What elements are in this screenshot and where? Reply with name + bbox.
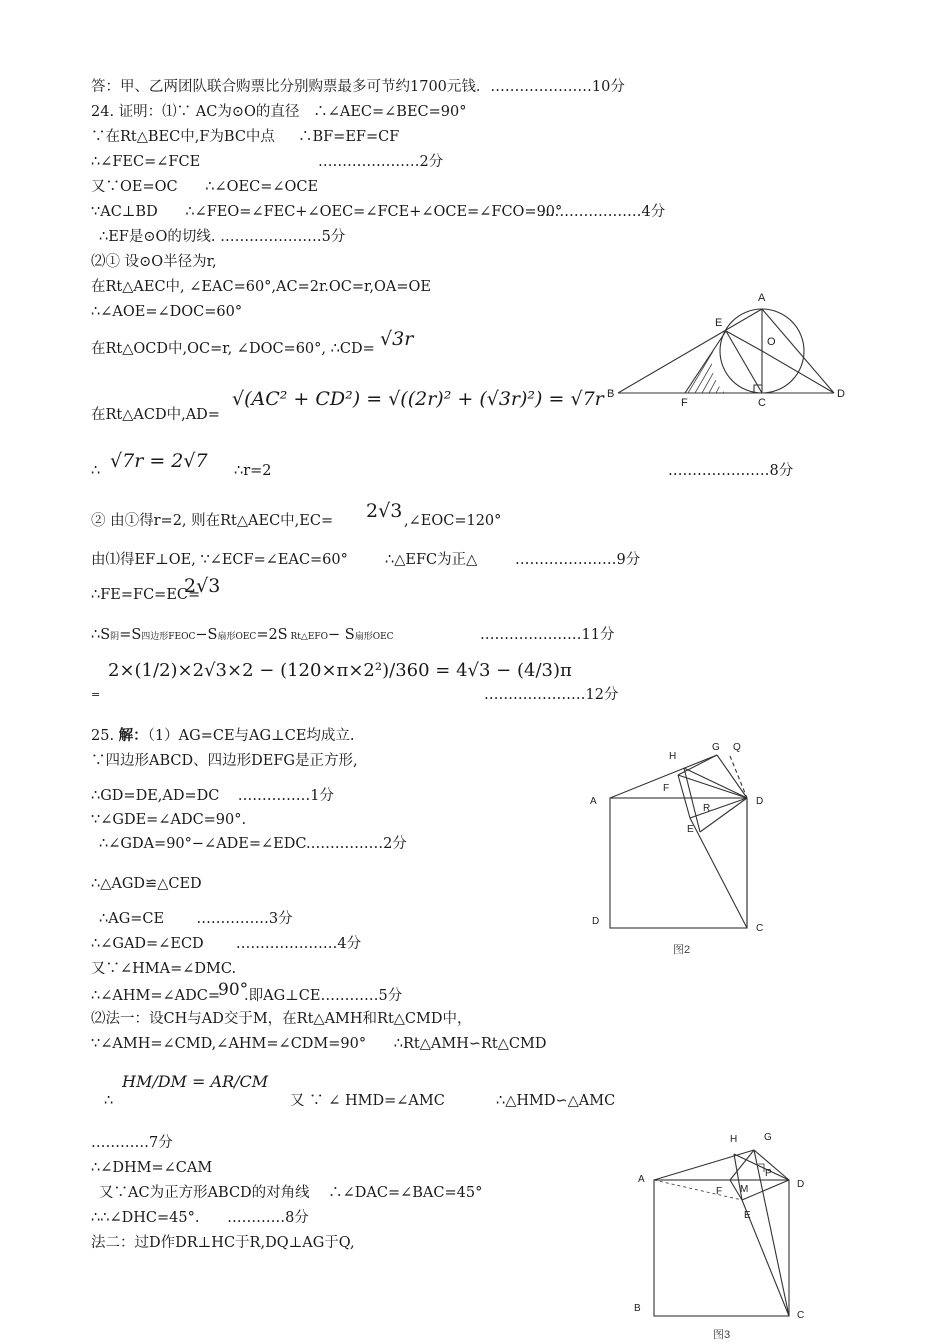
proof-24-line-15: ∴FE=FC=EC= [91, 587, 201, 603]
solution-25-line-13: ∴∠DHM=∠CAM [91, 1160, 213, 1176]
fig3-label-d: D [797, 1179, 805, 1190]
solution-25-line-2: ∴GD=DE,AD=DC ……………1分 [91, 788, 335, 804]
equilateral-text: ∴△EFC为正△ [385, 552, 478, 568]
similar-triangles: ∴△HMD∽△AMC [496, 1093, 616, 1109]
proof-24-line-7: ⑵① 设⊙O半径为r, [91, 254, 217, 270]
solution-25-line-1: ∵四边形ABCD、四边形DEFG是正方形, [91, 753, 358, 769]
solution-25-line-7: ∴∠GAD=∠ECD …………………4分 [91, 936, 362, 952]
ad-formula: √(AC² + CD²) = √((2r)² + (√3r)²) = √7r [232, 388, 604, 410]
fig1-label-o: O [767, 336, 776, 348]
solution-25-line-6: ∴AG=CE ……………3分 [99, 911, 293, 927]
fig3-label-a: A [638, 1174, 645, 1185]
figure-3-caption: 图3 [713, 1329, 731, 1341]
solution-25-line-5: ∴△AGD≌△CED [91, 876, 202, 892]
fig1-label-b: B [607, 388, 615, 400]
score-11: …………………11分 [480, 627, 615, 643]
ratio-formula: HM/DM = AR/CM [122, 1072, 269, 1091]
fe-value: 2√3 [184, 575, 221, 597]
r-equation: √7r = 2√7 [110, 450, 208, 472]
solution-25-head: 25. 解：（1）AG=CE与AG⊥CE均成立. [91, 727, 355, 744]
fig3-label-c: C [797, 1310, 805, 1321]
fig3-label-f: F [716, 1186, 723, 1197]
solution-25-line-16: 法二：过D作DR⊥HC于R,DQ⊥AG于Q, [91, 1235, 355, 1251]
r-value: ∴r=2 [234, 463, 272, 479]
fig3-label-b: B [634, 1303, 641, 1314]
score-4: …………………4分 [540, 204, 666, 220]
fig2-label-f: F [663, 783, 670, 794]
cd-formula: √3r [380, 328, 414, 350]
proof-24-line-5: ∵AC⊥BD ∴∠FEO=∠FEC+∠OEC=∠FCE+∠OCE=∠FCO=90° [91, 204, 563, 220]
score-9: …………………9分 [515, 552, 641, 568]
proof-24-line-8: 在Rt△AEC中, ∠EAC=60°,AC=2r.OC=r,OA=OE [91, 279, 431, 295]
fig3-label-e: E [744, 1210, 751, 1221]
ninety-degrees: 90° [218, 980, 249, 1000]
proof-24-line-14: 由⑴得EF⊥OE, ∵∠ECF=∠EAC=60° [91, 552, 348, 568]
fig1-label-c: C [758, 397, 766, 408]
fig2-label-e: E [687, 824, 694, 835]
shaded-area-line: ∴S阴=S四边形FEOC−S扇形OEC=2S Rt△EFO− S扇形OEC [91, 627, 394, 643]
fig1-label-d: D [837, 388, 845, 400]
equals-sign: = [91, 688, 101, 701]
proof-24-line-11: 在Rt△ACD中,AD= [91, 407, 220, 423]
fig2-label-d-top: D [756, 796, 764, 807]
solution-25-line-3: ∵∠GDE=∠ADC=90°. [91, 812, 247, 828]
proof-24-line-10: 在Rt△OCD中,OC=r, ∠DOC=60°, ∴CD= [91, 341, 375, 357]
figure-2-caption: 图2 [673, 944, 691, 956]
fig3-label-g: G [764, 1132, 772, 1143]
fig2-label-a: A [590, 796, 597, 807]
solution-25-line-15: ∴∴∠DHC=45°. …………8分 [91, 1210, 309, 1226]
fig1-label-e: E [715, 317, 723, 329]
fig3-label-m: M [740, 1184, 749, 1195]
proof-24-line-12: ∴ [91, 463, 101, 479]
area-formula: 2×(1/2)×2√3×2 − (120×π×2²)/360 = 4√3 − (4/3)π [108, 660, 572, 681]
ec-value: 2√3 [366, 500, 403, 522]
proof-24-line-6: ∴EF是⊙O的切线. …………………5分 [99, 229, 346, 245]
solution-25-line-4: ∴∠GDA=90°−∠ADE=∠EDC.……………2分 [99, 836, 407, 852]
fig2-label-g: G [712, 742, 720, 753]
solution-25-line-11: ∵∠AMH=∠CMD,∠AHM=∠CDM=90° ∴Rt△AMH∽Rt△CMD [91, 1036, 547, 1052]
solution-25-line-9: ∴∠AHM=∠ADC= [91, 988, 220, 1004]
fig2-label-h: H [669, 751, 677, 762]
proof-24-line-13: ② 由①得r=2, 则在Rt△AEC中,EC= [91, 513, 334, 529]
fig1-label-a: A [758, 292, 766, 304]
fig2-label-r: R [703, 803, 711, 814]
answer-line: 答：甲、乙两团队联合购票比分别购票最多可节约1700元钱．…………………10分 [91, 79, 625, 95]
fig2-label-c: C [756, 923, 764, 934]
proof-24-line-1: 24. 证明：⑴∵ AC为⊙O的直径 ∴∠AEC=∠BEC=90° [91, 104, 467, 120]
proof-24-line-2: ∵在Rt△BEC中,F为BC中点 ∴BF=EF=CF [91, 129, 400, 145]
score-7: …………7分 [91, 1135, 173, 1151]
score-2: …………………2分 [318, 154, 444, 170]
figure-squares-3 [630, 1128, 820, 1328]
solution-25-line-14: 又∵AC为正方形ABCD的对角线 ∴∠DAC=∠BAC=45° [99, 1185, 483, 1201]
proof-24-line-13b: ,∠EOC=120° [404, 513, 502, 529]
proof-24-line-9: ∴∠AOE=∠DOC=60° [91, 304, 243, 320]
fig2-label-d-bottom: D [592, 916, 600, 927]
fig2-label-q: Q [733, 742, 741, 753]
proof-24-line-4: 又∵OE=OC ∴∠OEC=∠OCE [91, 179, 319, 195]
ratio-therefore: ∴ [104, 1093, 114, 1109]
fig3-label-h: H [730, 1134, 738, 1145]
figure-squares-2 [585, 738, 775, 938]
solution-25-line-8: 又∵∠HMA=∠DMC. [91, 961, 237, 977]
score-12: …………………12分 [484, 687, 619, 703]
solution-25-line-12: 又 ∵ ∠ HMD=∠AMC [290, 1093, 445, 1109]
solution-25-line-9b: .即AG⊥CE…………5分 [244, 988, 403, 1004]
solution-25-line-10: ⑵法一：设CH与AD交于M，在Rt△AMH和Rt△CMD中， [91, 1011, 472, 1027]
fig1-label-f: F [681, 397, 688, 408]
proof-24-line-3: ∴∠FEC=∠FCE [91, 154, 201, 170]
score-8: …………………8分 [668, 463, 794, 479]
fig3-label-p: P [765, 1168, 772, 1179]
figure-circle-tangent [600, 288, 850, 408]
